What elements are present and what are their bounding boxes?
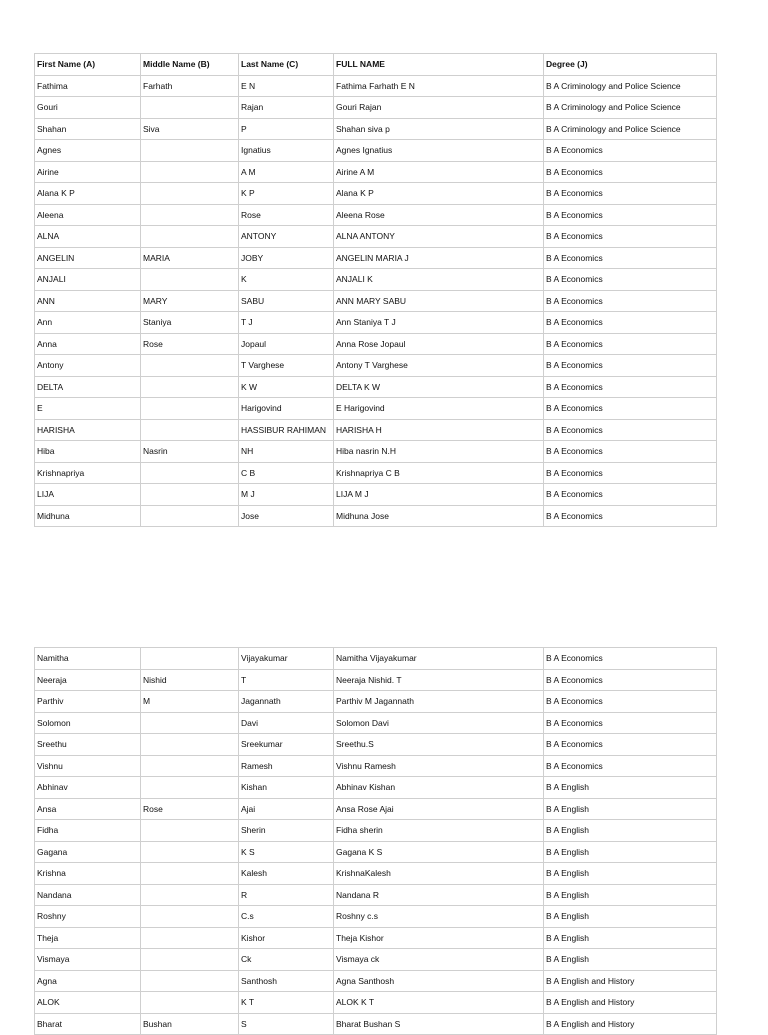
last-name-cell: P	[239, 118, 334, 140]
table-row	[35, 970, 717, 992]
table-row	[35, 161, 717, 183]
first-name-cell: DELTA	[35, 376, 141, 398]
middle-name-cell	[141, 648, 239, 670]
degree-cell: B A Economics	[544, 226, 717, 248]
full-name-cell: Nandana R	[334, 884, 544, 906]
middle-name-cell	[141, 992, 239, 1014]
full-name-cell: Vishnu Ramesh	[334, 755, 544, 777]
last-name-cell: T Varghese	[239, 355, 334, 377]
last-name-cell: Ignatius	[239, 140, 334, 162]
full-name-cell: Anna Rose Jopaul	[334, 333, 544, 355]
full-name-cell: Gouri Rajan	[334, 97, 544, 119]
degree-cell: B A Economics	[544, 734, 717, 756]
full-name-cell: ANJALI K	[334, 269, 544, 291]
last-name-cell: Kishan	[239, 777, 334, 799]
degree-cell: B A Economics	[544, 269, 717, 291]
degree-cell: B A Economics	[544, 140, 717, 162]
full-name-cell: HARISHA H	[334, 419, 544, 441]
full-name-cell: Vismaya ck	[334, 949, 544, 971]
degree-cell: B A Economics	[544, 204, 717, 226]
first-name-cell: Abhinav	[35, 777, 141, 799]
degree-cell: B A English	[544, 884, 717, 906]
full-name-cell: Neeraja Nishid. T	[334, 669, 544, 691]
first-name-cell: Hiba	[35, 441, 141, 463]
first-name-cell: Neeraja	[35, 669, 141, 691]
degree-cell: B A Economics	[544, 355, 717, 377]
table-row	[35, 755, 717, 777]
full-name-cell: Parthiv M Jagannath	[334, 691, 544, 713]
table-row	[35, 863, 717, 885]
middle-name-cell: M	[141, 691, 239, 713]
full-name-cell: Alana K P	[334, 183, 544, 205]
middle-name-cell	[141, 419, 239, 441]
first-name-cell: Ansa	[35, 798, 141, 820]
last-name-cell: ANTONY	[239, 226, 334, 248]
table-row	[35, 505, 717, 527]
first-name-cell: Theja	[35, 927, 141, 949]
first-name-cell: ANGELIN	[35, 247, 141, 269]
middle-name-cell	[141, 376, 239, 398]
degree-cell: B A English and History	[544, 1013, 717, 1035]
degree-cell: B A Economics	[544, 419, 717, 441]
last-name-cell: S	[239, 1013, 334, 1035]
first-name-cell: Fidha	[35, 820, 141, 842]
full-name-cell: Midhuna Jose	[334, 505, 544, 527]
last-name-cell: Sherin	[239, 820, 334, 842]
full-name-cell: Fidha sherin	[334, 820, 544, 842]
middle-name-cell	[141, 712, 239, 734]
last-name-cell: T	[239, 669, 334, 691]
first-name-cell: E	[35, 398, 141, 420]
table-row	[35, 669, 717, 691]
first-name-cell: Ann	[35, 312, 141, 334]
table-row	[35, 992, 717, 1014]
last-name-cell: R	[239, 884, 334, 906]
table-row	[35, 841, 717, 863]
table-row	[35, 355, 717, 377]
first-name-cell: ALNA	[35, 226, 141, 248]
full-name-cell: Hiba nasrin N.H	[334, 441, 544, 463]
last-name-cell: Ck	[239, 949, 334, 971]
last-name-cell: E N	[239, 75, 334, 97]
degree-cell: B A Economics	[544, 505, 717, 527]
degree-cell: B A Economics	[544, 290, 717, 312]
table-body	[35, 648, 717, 1035]
middle-name-cell	[141, 462, 239, 484]
full-name-cell: Ansa Rose Ajai	[334, 798, 544, 820]
degree-cell: B A Economics	[544, 183, 717, 205]
table-row	[35, 712, 717, 734]
last-name-cell: Jose	[239, 505, 334, 527]
first-name-cell: Airine	[35, 161, 141, 183]
last-name-cell: HASSIBUR RAHIMAN	[239, 419, 334, 441]
table-row	[35, 312, 717, 334]
degree-cell: B A English	[544, 863, 717, 885]
middle-name-cell	[141, 734, 239, 756]
degree-cell: B A English	[544, 949, 717, 971]
student-table-page-2	[34, 647, 717, 1035]
first-name-cell: Nandana	[35, 884, 141, 906]
full-name-cell: Ann Staniya T J	[334, 312, 544, 334]
last-name-cell: C B	[239, 462, 334, 484]
table-row	[35, 183, 717, 205]
middle-name-cell	[141, 949, 239, 971]
degree-cell: B A Criminology and Police Science	[544, 75, 717, 97]
degree-cell: B A Economics	[544, 312, 717, 334]
middle-name-cell	[141, 777, 239, 799]
middle-name-cell	[141, 820, 239, 842]
degree-cell: B A Economics	[544, 691, 717, 713]
degree-cell: B A Economics	[544, 712, 717, 734]
table-body	[35, 75, 717, 527]
full-name-cell: Krishnapriya C B	[334, 462, 544, 484]
middle-name-cell	[141, 269, 239, 291]
first-name-cell: LIJA	[35, 484, 141, 506]
middle-name-cell	[141, 841, 239, 863]
last-name-cell: K T	[239, 992, 334, 1014]
table-row	[35, 820, 717, 842]
full-name-cell: Gagana K S	[334, 841, 544, 863]
degree-cell: B A Criminology and Police Science	[544, 97, 717, 119]
table-row	[35, 204, 717, 226]
middle-name-cell	[141, 204, 239, 226]
full-name-cell: Namitha Vijayakumar	[334, 648, 544, 670]
full-name-cell: Fathima Farhath E N	[334, 75, 544, 97]
first-name-cell: Krishna	[35, 863, 141, 885]
first-name-cell: Krishnapriya	[35, 462, 141, 484]
first-name-cell: Vishnu	[35, 755, 141, 777]
first-name-cell: ANJALI	[35, 269, 141, 291]
header-row	[35, 54, 717, 76]
middle-name-cell	[141, 863, 239, 885]
degree-cell: B A English	[544, 906, 717, 928]
header-full-name: FULL NAME	[334, 54, 544, 76]
degree-cell: B A Economics	[544, 161, 717, 183]
middle-name-cell	[141, 884, 239, 906]
last-name-cell: M J	[239, 484, 334, 506]
last-name-cell: T J	[239, 312, 334, 334]
middle-name-cell: Siva	[141, 118, 239, 140]
middle-name-cell	[141, 927, 239, 949]
first-name-cell: ANN	[35, 290, 141, 312]
middle-name-cell: Rose	[141, 333, 239, 355]
first-name-cell: Gouri	[35, 97, 141, 119]
last-name-cell: Vijayakumar	[239, 648, 334, 670]
first-name-cell: Shahan	[35, 118, 141, 140]
full-name-cell: ALOK K T	[334, 992, 544, 1014]
full-name-cell: Solomon Davi	[334, 712, 544, 734]
degree-cell: B A English and History	[544, 970, 717, 992]
middle-name-cell	[141, 183, 239, 205]
table-row	[35, 691, 717, 713]
middle-name-cell	[141, 226, 239, 248]
table-row	[35, 648, 717, 670]
table-row	[35, 441, 717, 463]
table-row	[35, 269, 717, 291]
table-row	[35, 247, 717, 269]
full-name-cell: KrishnaKalesh	[334, 863, 544, 885]
degree-cell: B A Economics	[544, 333, 717, 355]
first-name-cell: Antony	[35, 355, 141, 377]
last-name-cell: K W	[239, 376, 334, 398]
table-row	[35, 734, 717, 756]
header-last-name: Last Name (C)	[239, 54, 334, 76]
degree-cell: B A Economics	[544, 755, 717, 777]
last-name-cell: Kalesh	[239, 863, 334, 885]
middle-name-cell	[141, 755, 239, 777]
last-name-cell: Sreekumar	[239, 734, 334, 756]
middle-name-cell	[141, 484, 239, 506]
middle-name-cell: Farhath	[141, 75, 239, 97]
middle-name-cell: Nasrin	[141, 441, 239, 463]
last-name-cell: K P	[239, 183, 334, 205]
middle-name-cell: MARY	[141, 290, 239, 312]
table-row	[35, 927, 717, 949]
full-name-cell: DELTA K W	[334, 376, 544, 398]
full-name-cell: Airine A M	[334, 161, 544, 183]
full-name-cell: Aleena Rose	[334, 204, 544, 226]
first-name-cell: Bharat	[35, 1013, 141, 1035]
full-name-cell: ANN MARY SABU	[334, 290, 544, 312]
last-name-cell: Kishor	[239, 927, 334, 949]
last-name-cell: A M	[239, 161, 334, 183]
first-name-cell: Namitha	[35, 648, 141, 670]
first-name-cell: Midhuna	[35, 505, 141, 527]
last-name-cell: Jopaul	[239, 333, 334, 355]
first-name-cell: Aleena	[35, 204, 141, 226]
degree-cell: B A Economics	[544, 484, 717, 506]
middle-name-cell	[141, 398, 239, 420]
table-row	[35, 462, 717, 484]
table-row	[35, 398, 717, 420]
last-name-cell: Rose	[239, 204, 334, 226]
last-name-cell: K S	[239, 841, 334, 863]
full-name-cell: Abhinav Kishan	[334, 777, 544, 799]
degree-cell: B A Economics	[544, 648, 717, 670]
full-name-cell: E Harigovind	[334, 398, 544, 420]
full-name-cell: Sreethu.S	[334, 734, 544, 756]
last-name-cell: Ramesh	[239, 755, 334, 777]
last-name-cell: Rajan	[239, 97, 334, 119]
table-row	[35, 226, 717, 248]
table-row	[35, 140, 717, 162]
middle-name-cell	[141, 140, 239, 162]
middle-name-cell: Staniya	[141, 312, 239, 334]
full-name-cell: Agnes Ignatius	[334, 140, 544, 162]
degree-cell: B A Economics	[544, 441, 717, 463]
degree-cell: B A Economics	[544, 376, 717, 398]
degree-cell: B A English	[544, 841, 717, 863]
first-name-cell: Solomon	[35, 712, 141, 734]
table-row	[35, 777, 717, 799]
first-name-cell: Fathima	[35, 75, 141, 97]
first-name-cell: Agna	[35, 970, 141, 992]
table-row	[35, 290, 717, 312]
degree-cell: B A English	[544, 798, 717, 820]
middle-name-cell: MARIA	[141, 247, 239, 269]
degree-cell: B A Criminology and Police Science	[544, 118, 717, 140]
full-name-cell: Antony T Varghese	[334, 355, 544, 377]
full-name-cell: ANGELIN MARIA J	[334, 247, 544, 269]
full-name-cell: Bharat Bushan S	[334, 1013, 544, 1035]
first-name-cell: Vismaya	[35, 949, 141, 971]
first-name-cell: Sreethu	[35, 734, 141, 756]
student-table-page-1	[34, 53, 717, 527]
last-name-cell: NH	[239, 441, 334, 463]
table-row	[35, 884, 717, 906]
table-row	[35, 97, 717, 119]
table-row	[35, 333, 717, 355]
table-row	[35, 484, 717, 506]
table-row	[35, 419, 717, 441]
table-row	[35, 75, 717, 97]
degree-cell: B A English	[544, 927, 717, 949]
middle-name-cell	[141, 161, 239, 183]
middle-name-cell: Nishid	[141, 669, 239, 691]
first-name-cell: Agnes	[35, 140, 141, 162]
degree-cell: B A English and History	[544, 992, 717, 1014]
last-name-cell: Jagannath	[239, 691, 334, 713]
first-name-cell: Alana K P	[35, 183, 141, 205]
middle-name-cell: Bushan	[141, 1013, 239, 1035]
first-name-cell: Anna	[35, 333, 141, 355]
middle-name-cell: Rose	[141, 798, 239, 820]
full-name-cell: ALNA ANTONY	[334, 226, 544, 248]
middle-name-cell	[141, 505, 239, 527]
first-name-cell: ALOK	[35, 992, 141, 1014]
middle-name-cell	[141, 97, 239, 119]
header-middle-name: Middle Name (B)	[141, 54, 239, 76]
degree-cell: B A Economics	[544, 247, 717, 269]
last-name-cell: SABU	[239, 290, 334, 312]
last-name-cell: K	[239, 269, 334, 291]
degree-cell: B A English	[544, 820, 717, 842]
last-name-cell: Davi	[239, 712, 334, 734]
table-row	[35, 118, 717, 140]
middle-name-cell	[141, 906, 239, 928]
middle-name-cell	[141, 970, 239, 992]
full-name-cell: Agna Santhosh	[334, 970, 544, 992]
last-name-cell: C.s	[239, 906, 334, 928]
degree-cell: B A Economics	[544, 398, 717, 420]
first-name-cell: HARISHA	[35, 419, 141, 441]
first-name-cell: Roshny	[35, 906, 141, 928]
table-row	[35, 906, 717, 928]
degree-cell: B A Economics	[544, 669, 717, 691]
header-first-name: First Name (A)	[35, 54, 141, 76]
last-name-cell: JOBY	[239, 247, 334, 269]
full-name-cell: Theja Kishor	[334, 927, 544, 949]
first-name-cell: Gagana	[35, 841, 141, 863]
last-name-cell: Ajai	[239, 798, 334, 820]
last-name-cell: Harigovind	[239, 398, 334, 420]
table-row	[35, 798, 717, 820]
full-name-cell: LIJA M J	[334, 484, 544, 506]
table-row	[35, 949, 717, 971]
full-name-cell: Roshny c.s	[334, 906, 544, 928]
first-name-cell: Parthiv	[35, 691, 141, 713]
full-name-cell: Shahan siva p	[334, 118, 544, 140]
degree-cell: B A Economics	[544, 462, 717, 484]
degree-cell: B A English	[544, 777, 717, 799]
middle-name-cell	[141, 355, 239, 377]
table-row	[35, 376, 717, 398]
header-degree: Degree (J)	[544, 54, 717, 76]
last-name-cell: Santhosh	[239, 970, 334, 992]
